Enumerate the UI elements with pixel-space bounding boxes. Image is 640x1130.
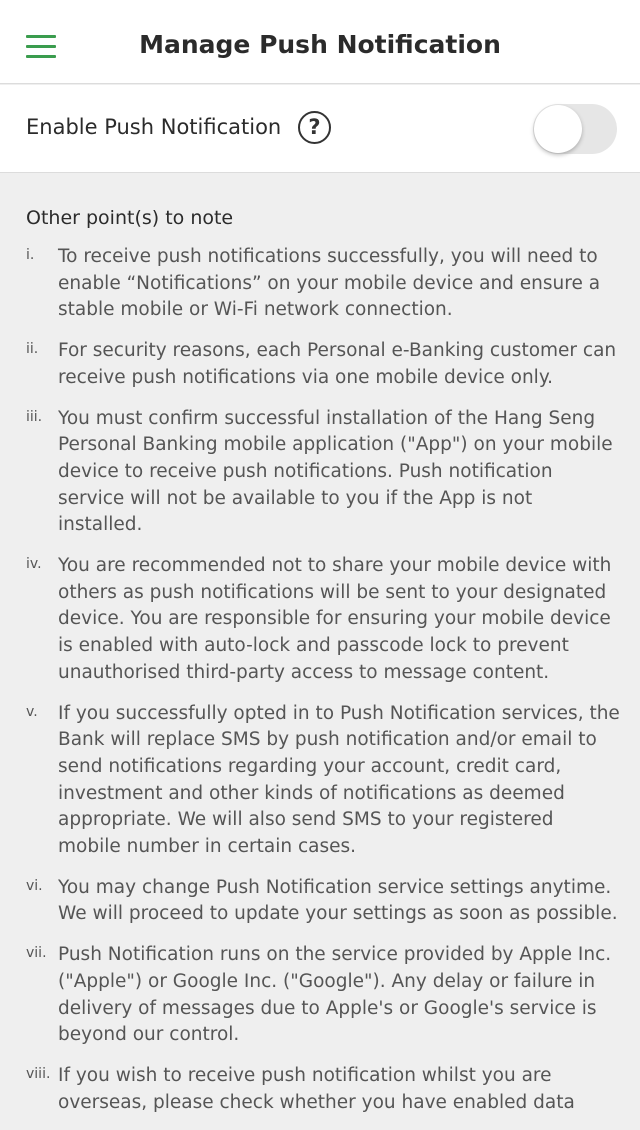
toggle-knob xyxy=(534,105,582,153)
note-item-vii xyxy=(0,942,640,1049)
question-circle-icon[interactable]: ? xyxy=(298,111,331,144)
note-marker: ii. xyxy=(26,341,39,358)
note-text: To receive push notifications successfully, you will need to enable “Notifications” on your mobile device and ensure a stable mobile or Wi-Fi network connection. xyxy=(58,246,601,321)
note-text: You are recommended not to share your mobile device with others as push notifications will be sent to your designated device. You are responsible for ensuring your mobile device is enabled with auto-lock and passcode lock to prevent unauthorised third-party access to message content. xyxy=(58,555,612,683)
note-marker: iii. xyxy=(26,408,43,425)
enable-push-toggle[interactable] xyxy=(533,104,617,154)
note-item-iii xyxy=(0,406,640,540)
notes-heading: Other point(s) to note xyxy=(26,207,234,229)
note-marker: v. xyxy=(26,703,38,720)
notes-list xyxy=(0,244,640,1130)
note-text: If you successfully opted in to Push Notification services, the Bank will replace SMS by push notification and/or email to send notifications regarding your account, credit card, investment and other kinds of notifications as deemed appropriate. We will also send SMS to your registered mobile number in certain cases. xyxy=(58,702,620,858)
note-item-i xyxy=(0,244,640,324)
note-text: Push Notification runs on the service provided by Apple Inc. ("Apple") or Google Inc. ("Google"). Any delay or failure in delivery of messages due to Apple's or Google's service is beyond our control. xyxy=(58,944,612,1046)
note-text: You may change Push Notification service settings anytime. We will proceed to update your settings as soon as possible. xyxy=(58,876,618,925)
note-marker: iv. xyxy=(26,556,42,573)
note-item-iv xyxy=(0,553,640,687)
app-header xyxy=(0,0,640,84)
enable-push-row xyxy=(0,85,640,173)
note-text: You must confirm successful installation of the Hang Seng Personal Banking mobile application ("App") on your mobile device to receive push notifications. Push notification service will not be available to you if the App is not installed. xyxy=(58,407,613,536)
note-marker: vi. xyxy=(26,877,43,894)
notes-section xyxy=(0,174,640,1113)
enable-push-label: Enable Push Notification xyxy=(26,115,282,139)
note-item-ii xyxy=(0,338,640,391)
note-item-vi xyxy=(0,875,640,928)
note-item-v xyxy=(0,701,640,861)
page-title: Manage Push Notification xyxy=(139,30,501,59)
note-marker: i. xyxy=(26,247,35,263)
note-text: If you wish to receive push notification whilst you are overseas, please check whether you have enabled data xyxy=(58,1064,575,1113)
note-item-viii xyxy=(0,1063,640,1116)
note-text: For security reasons, each Personal e-Banking customer can receive push notifications via one mobile device only. xyxy=(58,340,617,388)
note-marker: viii. xyxy=(26,1065,51,1082)
note-marker: vii. xyxy=(26,945,47,962)
